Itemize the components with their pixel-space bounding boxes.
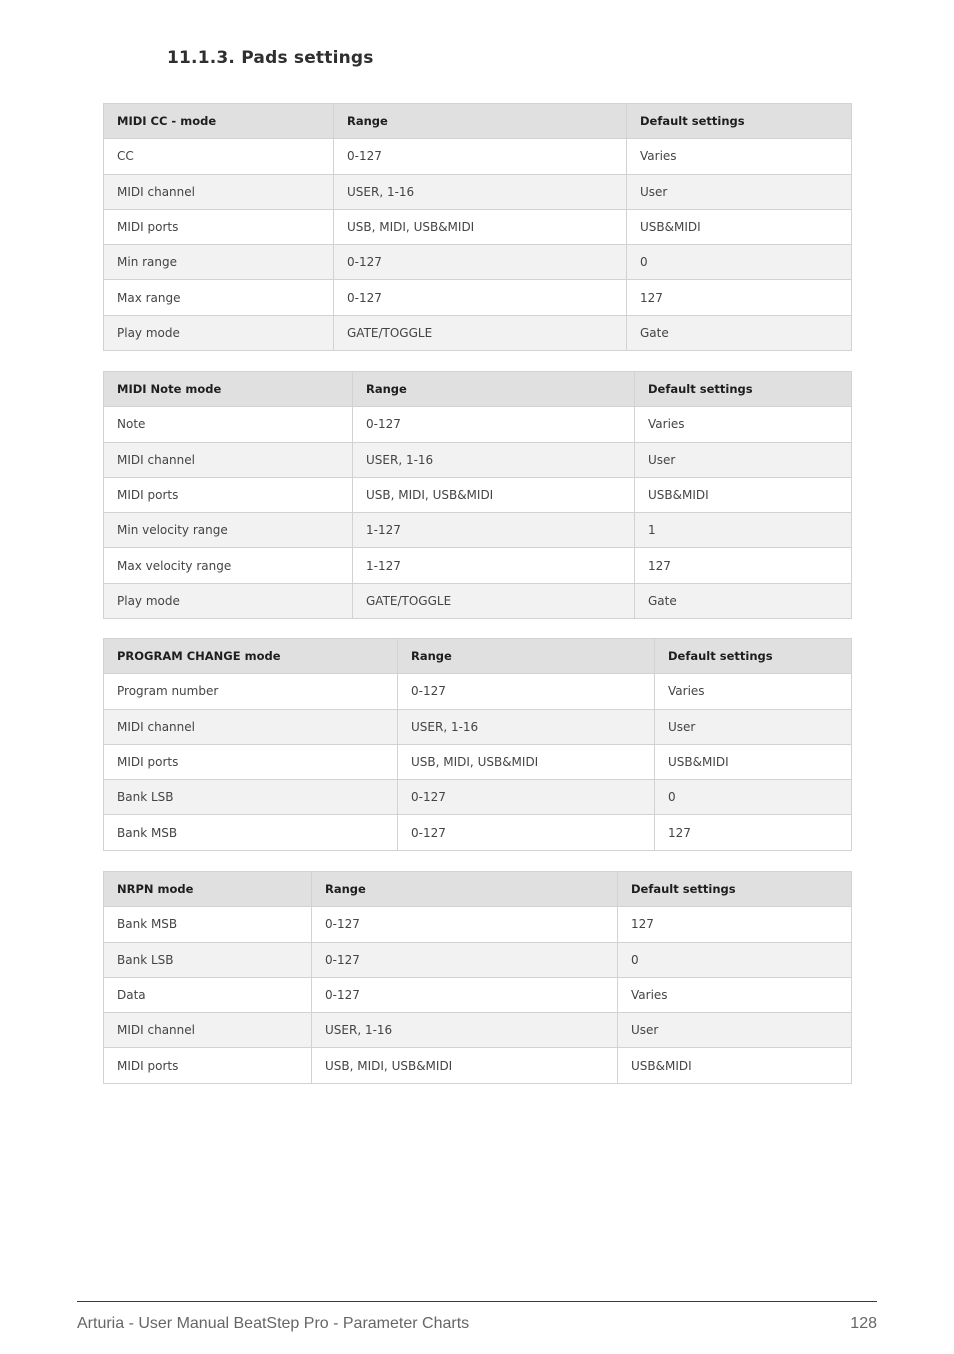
table-row <box>104 174 852 209</box>
table-cell: 0-127 <box>353 407 635 442</box>
table-cell: USB, MIDI, USB&MIDI <box>334 209 627 244</box>
section-title: 11.1.3. Pads settings <box>167 48 374 68</box>
table-cell: Varies <box>618 977 852 1012</box>
table-cell: MIDI channel <box>104 1013 312 1048</box>
table-cell: MIDI channel <box>104 709 398 744</box>
table-row <box>104 744 852 779</box>
column-header: Default settings <box>655 639 852 674</box>
table-cell: 127 <box>627 280 852 315</box>
column-header: Range <box>398 639 655 674</box>
table-cell: USB&MIDI <box>627 209 852 244</box>
column-header: MIDI CC - mode <box>104 104 334 139</box>
table-row <box>104 815 852 850</box>
table-row <box>104 315 852 350</box>
table-row <box>104 209 852 244</box>
table-row <box>104 1013 852 1048</box>
table-header-row <box>104 104 852 139</box>
midi-note-mode-table <box>103 371 852 619</box>
table-header-row <box>104 639 852 674</box>
table-cell: USB&MIDI <box>618 1048 852 1083</box>
table-cell: 0-127 <box>398 780 655 815</box>
table-row <box>104 942 852 977</box>
table-row <box>104 709 852 744</box>
table-cell: User <box>618 1013 852 1048</box>
table-cell: Data <box>104 977 312 1012</box>
column-header: MIDI Note mode <box>104 372 353 407</box>
table-cell: 127 <box>655 815 852 850</box>
table-row <box>104 977 852 1012</box>
table-header-row <box>104 372 852 407</box>
table-cell: 1 <box>635 513 852 548</box>
table-cell: USB&MIDI <box>635 477 852 512</box>
column-header: Default settings <box>635 372 852 407</box>
table-cell: MIDI ports <box>104 477 353 512</box>
table-row <box>104 548 852 583</box>
table-cell: Max velocity range <box>104 548 353 583</box>
table-cell: Bank MSB <box>104 815 398 850</box>
table-cell: User <box>627 174 852 209</box>
table-cell: USB&MIDI <box>655 744 852 779</box>
table-cell: User <box>655 709 852 744</box>
table-cell: CC <box>104 139 334 174</box>
table-cell: Play mode <box>104 583 353 618</box>
table-cell: Bank MSB <box>104 907 312 942</box>
table-cell: 1-127 <box>353 513 635 548</box>
table-row <box>104 1048 852 1083</box>
midi-cc-mode-table <box>103 103 852 351</box>
table-cell: USER, 1-16 <box>334 174 627 209</box>
table-cell: User <box>635 442 852 477</box>
table-row <box>104 907 852 942</box>
table-cell: 0-127 <box>312 907 618 942</box>
table-cell: MIDI ports <box>104 209 334 244</box>
table-cell: Min range <box>104 245 334 280</box>
table-cell: USB, MIDI, USB&MIDI <box>353 477 635 512</box>
table-cell: Min velocity range <box>104 513 353 548</box>
table-cell: MIDI ports <box>104 744 398 779</box>
table-cell: 127 <box>618 907 852 942</box>
table-row <box>104 442 852 477</box>
column-header: Range <box>312 872 618 907</box>
nrpn-mode-table <box>103 871 852 1084</box>
footer-divider <box>77 1301 877 1302</box>
table-cell: GATE/TOGGLE <box>353 583 635 618</box>
table-cell: Program number <box>104 674 398 709</box>
column-header: Default settings <box>618 872 852 907</box>
table-cell: Max range <box>104 280 334 315</box>
table-row <box>104 407 852 442</box>
table-row <box>104 583 852 618</box>
table-cell: 0 <box>627 245 852 280</box>
table-row <box>104 674 852 709</box>
table-cell: MIDI channel <box>104 174 334 209</box>
table-row <box>104 280 852 315</box>
table-cell: USER, 1-16 <box>312 1013 618 1048</box>
table-cell: 0-127 <box>334 280 627 315</box>
column-header: NRPN mode <box>104 872 312 907</box>
table-cell: GATE/TOGGLE <box>334 315 627 350</box>
table-cell: USER, 1-16 <box>353 442 635 477</box>
table-row <box>104 513 852 548</box>
table-cell: 0-127 <box>334 139 627 174</box>
table-row <box>104 139 852 174</box>
table-cell: Play mode <box>104 315 334 350</box>
table-row <box>104 477 852 512</box>
table-cell: 1-127 <box>353 548 635 583</box>
table-cell: 0 <box>618 942 852 977</box>
program-change-mode-table <box>103 638 852 851</box>
table-cell: 0-127 <box>334 245 627 280</box>
table-cell: 127 <box>635 548 852 583</box>
table-header-row <box>104 872 852 907</box>
table-cell: Varies <box>635 407 852 442</box>
column-header: PROGRAM CHANGE mode <box>104 639 398 674</box>
table-cell: MIDI ports <box>104 1048 312 1083</box>
column-header: Range <box>334 104 627 139</box>
table-cell: USER, 1-16 <box>398 709 655 744</box>
table-cell: Gate <box>635 583 852 618</box>
column-header: Default settings <box>627 104 852 139</box>
table-cell: 0-127 <box>398 674 655 709</box>
footer-text: Arturia - User Manual BeatStep Pro - Parameter Charts <box>77 1315 470 1332</box>
table-cell: Bank LSB <box>104 780 398 815</box>
table-cell: USB, MIDI, USB&MIDI <box>312 1048 618 1083</box>
table-cell: Bank LSB <box>104 942 312 977</box>
table-row <box>104 780 852 815</box>
column-header: Range <box>353 372 635 407</box>
table-cell: Note <box>104 407 353 442</box>
table-cell: USB, MIDI, USB&MIDI <box>398 744 655 779</box>
table-cell: Varies <box>627 139 852 174</box>
page-number: 128 <box>850 1315 877 1332</box>
table-cell: 0-127 <box>312 977 618 1012</box>
table-cell: 0-127 <box>312 942 618 977</box>
table-cell: 0-127 <box>398 815 655 850</box>
table-cell: MIDI channel <box>104 442 353 477</box>
table-cell: Varies <box>655 674 852 709</box>
table-row <box>104 245 852 280</box>
table-cell: Gate <box>627 315 852 350</box>
table-cell: 0 <box>655 780 852 815</box>
